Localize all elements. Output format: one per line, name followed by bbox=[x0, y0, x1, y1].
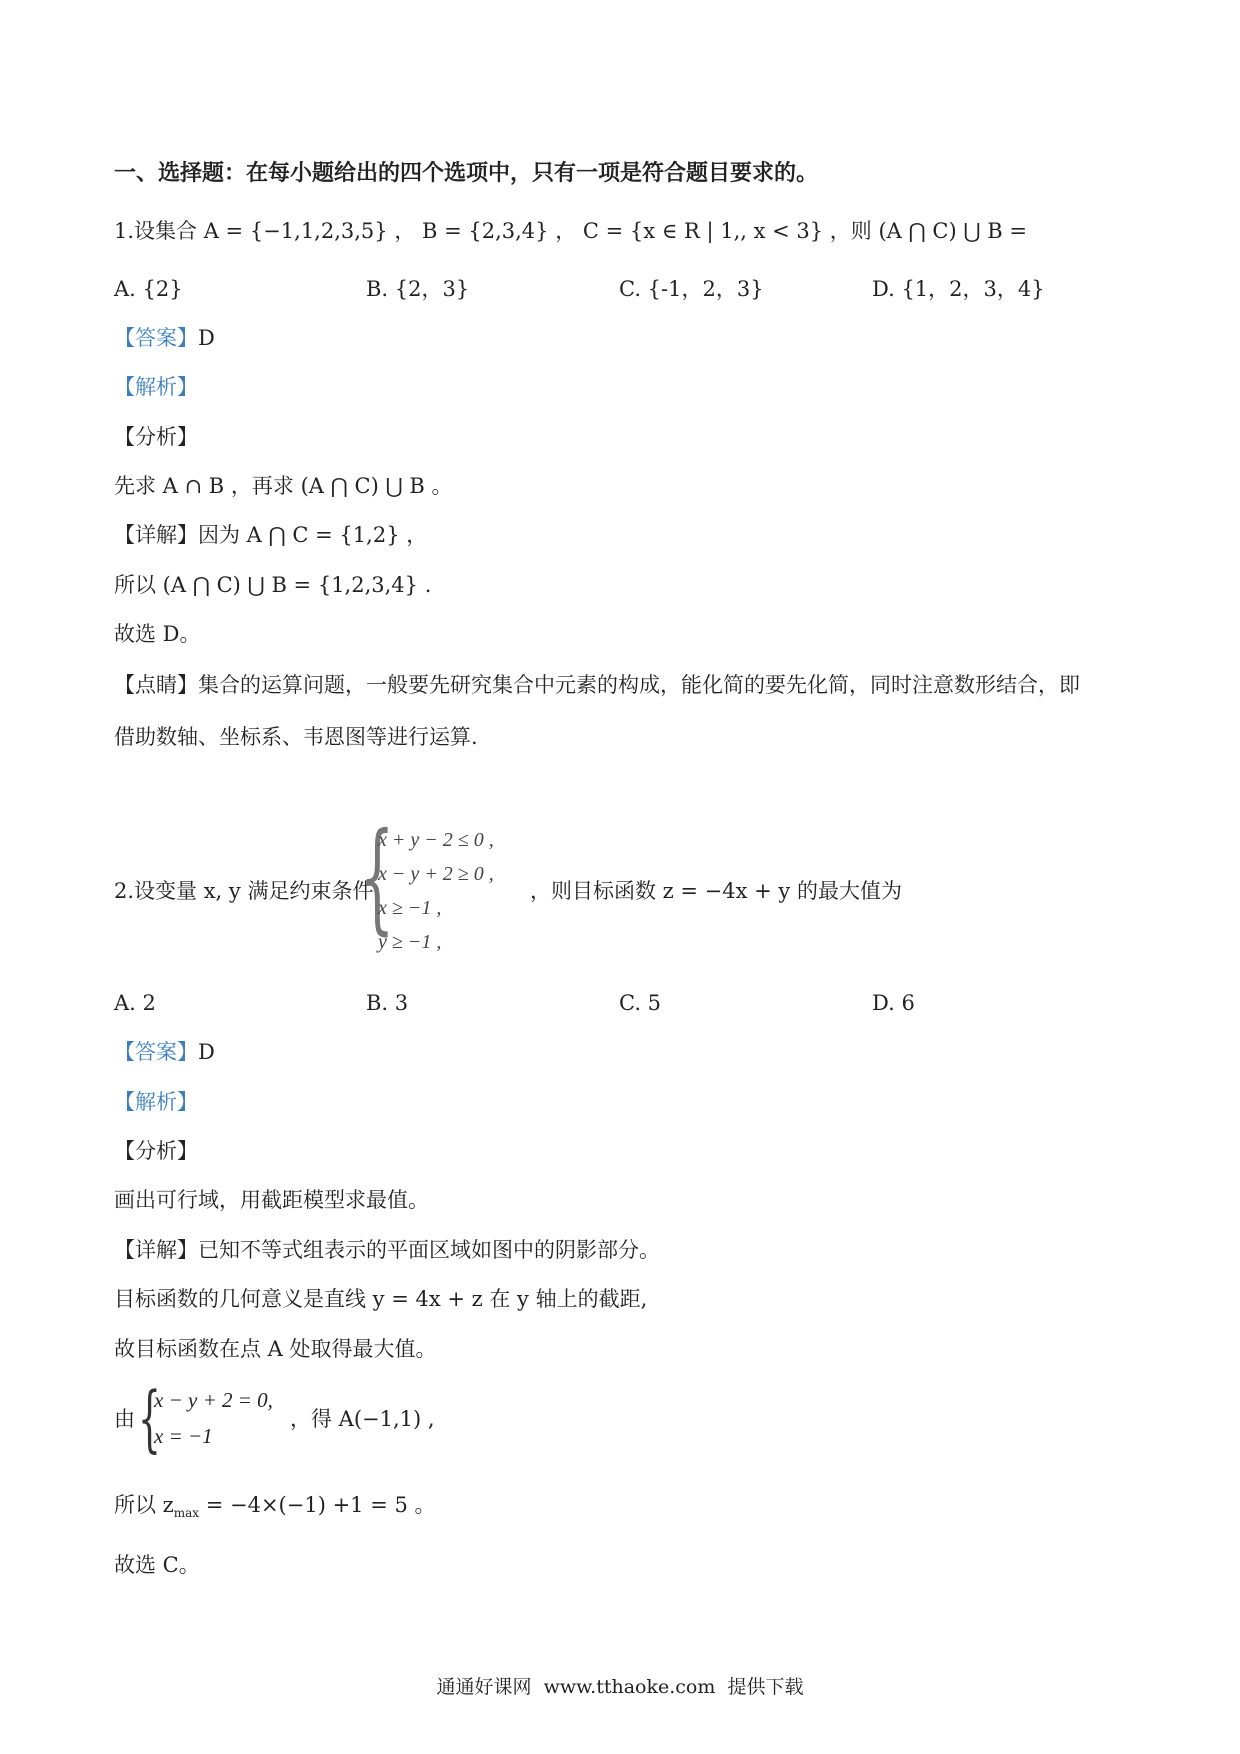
q2-conclusion: 故选 C。 bbox=[114, 1553, 200, 1577]
q2-stem-post: ，则目标函数 z = −4x + y 的最大值为 bbox=[530, 879, 902, 903]
q1-comment-2: 借助数轴、坐标系、韦恩图等进行运算. bbox=[114, 725, 478, 749]
q2-system-line-3: x ≥ −1 , bbox=[378, 897, 442, 919]
q2-zmax-pre: 所以 z bbox=[114, 1493, 174, 1517]
q1-conclusion: 故选 D。 bbox=[114, 622, 201, 646]
q2-option-d: D. 6 bbox=[872, 991, 915, 1015]
q2-system-brace: { bbox=[360, 808, 395, 947]
page-footer: 通通好课网 www.tthaoke.com 提供下载 bbox=[436, 1676, 804, 1698]
q1-fenxi-text: 先求 A ∩ B ，再求 (A ⋂ C) ⋃ B 。 bbox=[114, 474, 453, 498]
q2-zmax bbox=[114, 1492, 436, 1526]
q2-solve-line-2: x = −1 bbox=[154, 1424, 213, 1448]
q2-fenxi-text: 画出可行域，用截距模型求最值。 bbox=[114, 1188, 429, 1212]
q2-detail-2: 目标函数的几何意义是直线 y = 4x + z 在 y 轴上的截距, bbox=[114, 1287, 648, 1311]
q2-detail-3: 故目标函数在点 A 处取得最大值。 bbox=[114, 1337, 437, 1361]
q2-zmax-sub: max bbox=[173, 1506, 200, 1521]
q2-option-b: B. 3 bbox=[366, 991, 409, 1015]
q2-answer-value: D bbox=[198, 1040, 215, 1064]
q1-comment-label: 【点睛】 bbox=[114, 673, 198, 697]
q2-system-line-4: y ≥ −1 , bbox=[378, 931, 442, 953]
q1-answer-label: 【答案】 bbox=[114, 326, 198, 350]
q2-solve-result: ，得 A(−1,1) , bbox=[290, 1407, 435, 1431]
q2-answer bbox=[114, 1039, 215, 1065]
q2-detail-label: 【详解】 bbox=[114, 1238, 198, 1262]
q1-option-c: C. {-1，2，3} bbox=[619, 277, 764, 301]
q2-solve-line-1: x − y + 2 = 0, bbox=[154, 1388, 273, 1412]
q1-detail-1-text: 因为 A ⋂ C = {1,2} ， bbox=[198, 523, 428, 547]
q1-stem: 1.设集合 A = {−1,1,2,3,5} ， B = {2,3,4} ， C = {x ∈ R | 1,, x < 3} ，则 (A ⋂ C) ⋃ B = bbox=[114, 219, 1027, 243]
q1-option-a: A. {2} bbox=[114, 277, 183, 301]
q2-system-line-1: x + y − 2 ≤ 0 , bbox=[378, 829, 494, 851]
q1-comment-1 bbox=[114, 672, 1080, 698]
q2-detail-1 bbox=[114, 1237, 660, 1263]
q2-analysis-label: 【解析】 bbox=[114, 1090, 198, 1114]
q1-fenxi-label: 【分析】 bbox=[114, 425, 198, 449]
q2-fenxi-label: 【分析】 bbox=[114, 1139, 198, 1163]
section-heading: 一、选择题：在每小题给出的四个选项中，只有一项是符合题目要求的。 bbox=[114, 160, 819, 186]
q1-detail-label: 【详解】 bbox=[114, 523, 198, 547]
q2-stem-pre: 2.设变量 x, y 满足约束条件 bbox=[114, 879, 374, 903]
q1-answer-value: D bbox=[198, 326, 215, 350]
q2-option-a: A. 2 bbox=[114, 991, 156, 1015]
q2-option-c: C. 5 bbox=[619, 991, 662, 1015]
q1-analysis-label: 【解析】 bbox=[114, 375, 198, 399]
q2-answer-label: 【答案】 bbox=[114, 1040, 198, 1064]
q1-answer bbox=[114, 325, 215, 351]
q2-solve-brace: { bbox=[138, 1376, 161, 1460]
q1-comment-1-text: 集合的运算问题，一般要先研究集合中元素的构成，能化简的要先化简，同时注意数形结合，即 bbox=[198, 673, 1080, 697]
q2-system-line-2: x − y + 2 ≥ 0 , bbox=[378, 863, 494, 885]
q2-zmax-post: = −4×(−1) +1 = 5 。 bbox=[199, 1493, 436, 1517]
q1-detail-1 bbox=[114, 522, 427, 548]
q1-option-b: B. {2，3} bbox=[366, 277, 470, 301]
q2-by-label: 由 bbox=[114, 1407, 135, 1431]
q1-detail-2: 所以 (A ⋂ C) ⋃ B = {1,2,3,4} . bbox=[114, 573, 432, 597]
q2-detail-1-text: 已知不等式组表示的平面区域如图中的阴影部分。 bbox=[198, 1238, 660, 1262]
q1-option-d: D. {1，2，3，4} bbox=[872, 277, 1045, 301]
